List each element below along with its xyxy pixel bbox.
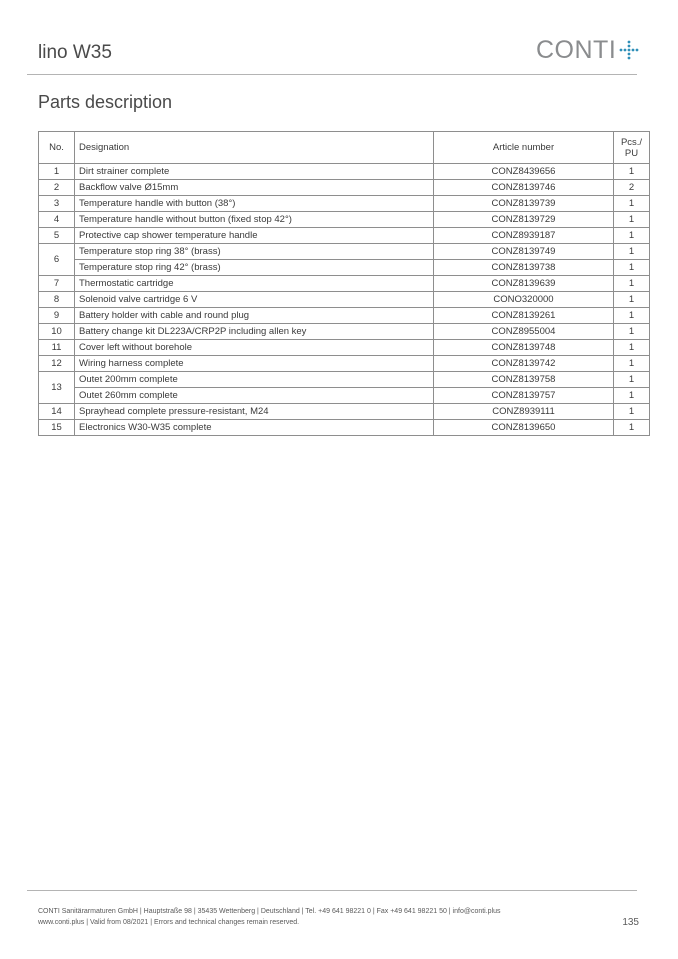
cell-no: 12 [39,356,75,372]
cell-article: CONO320000 [434,292,614,308]
header-pcs-line1: Pcs./ [620,136,643,148]
cell-pcs: 1 [614,196,650,212]
cell-article: CONZ8955004 [434,324,614,340]
cell-pcs: 1 [614,324,650,340]
page-number: 135 [622,917,639,928]
table-row [39,372,650,388]
cell-designation: Backflow valve Ø15mm [75,180,434,196]
cell-designation: Electronics W30-W35 complete [75,420,434,436]
section-title: Parts description [38,92,173,112]
cell-article: CONZ8139746 [434,180,614,196]
table-row [39,260,650,276]
cell-article: CONZ8139748 [434,340,614,356]
cell-article: CONZ8139742 [434,356,614,372]
cell-article: CONZ8139749 [434,244,614,260]
cell-no: 13 [39,372,75,404]
cell-designation: Temperature handle without button (fixed stop 42°) [75,212,434,228]
cell-designation: Outet 260mm complete [75,388,434,404]
cell-designation: Solenoid valve cartridge 6 V [75,292,434,308]
cell-pcs: 1 [614,244,650,260]
cell-pcs: 1 [614,292,650,308]
cell-no: 9 [39,308,75,324]
cell-pcs: 1 [614,260,650,276]
cell-no: 6 [39,244,75,276]
document-title: lino W35 [38,42,112,63]
cell-designation: Battery holder with cable and round plug [75,308,434,324]
header-article-number: Article number [434,132,614,164]
conti-logo [536,37,639,63]
header-pcs-line2: PU [624,147,639,159]
cell-pcs: 1 [614,372,650,388]
table-header-row [39,132,650,164]
cell-article: CONZ8139758 [434,372,614,388]
cell-pcs: 1 [614,228,650,244]
table-row [39,276,650,292]
header-divider [27,74,637,75]
cell-pcs: 1 [614,388,650,404]
cell-no: 2 [39,180,75,196]
cell-designation: Thermostatic cartridge [75,276,434,292]
cell-article: CONZ8139739 [434,196,614,212]
cell-designation: Sprayhead complete pressure-resistant, M24 [75,404,434,420]
cell-pcs: 1 [614,308,650,324]
cell-no: 3 [39,196,75,212]
brand-name: CONTI [536,35,617,64]
cell-article: CONZ8139729 [434,212,614,228]
cell-article: CONZ8939111 [434,404,614,420]
table-row [39,404,650,420]
table-row [39,164,650,180]
cell-article: CONZ8939187 [434,228,614,244]
table-row [39,228,650,244]
table-row [39,244,650,260]
header-no: No. [39,132,75,164]
table-row [39,420,650,436]
cell-article: CONZ8139650 [434,420,614,436]
footer-address-line: CONTI Sanitärarmaturen GmbH | Hauptstraße 98 | 35435 Wettenberg | Deutschland | Tel. +49 641 98221 0 | Fax +49 641 98221 50 | info@conti.plus [38,908,501,915]
table-row [39,212,650,228]
cell-no: 5 [39,228,75,244]
cell-article: CONZ8439656 [434,164,614,180]
cell-pcs: 1 [614,212,650,228]
cell-no: 14 [39,404,75,420]
cell-no: 11 [39,340,75,356]
cell-designation: Battery change kit DL223A/CRP2P including allen key [75,324,434,340]
cell-designation: Dirt strainer complete [75,164,434,180]
cell-designation: Cover left without borehole [75,340,434,356]
table-row [39,340,650,356]
cell-designation: Temperature stop ring 38° (brass) [75,244,434,260]
table-row [39,292,650,308]
cell-pcs: 1 [614,404,650,420]
cell-pcs: 1 [614,276,650,292]
table-row [39,308,650,324]
cell-no: 15 [39,420,75,436]
table-row [39,196,650,212]
cell-no: 4 [39,212,75,228]
table-row [39,324,650,340]
cell-pcs: 2 [614,180,650,196]
footer-imprint [38,906,501,928]
table-row [39,388,650,404]
cell-designation: Temperature handle with button (38°) [75,196,434,212]
cell-no: 10 [39,324,75,340]
cell-pcs: 1 [614,340,650,356]
header-pcs-pu [614,132,650,164]
cell-no: 1 [39,164,75,180]
cell-article: CONZ8139757 [434,388,614,404]
footer-divider [27,890,637,891]
table-row [39,180,650,196]
cell-article: CONZ8139639 [434,276,614,292]
header-designation: Designation [75,132,434,164]
cell-pcs: 1 [614,164,650,180]
cell-article: CONZ8139738 [434,260,614,276]
cell-no: 7 [39,276,75,292]
footer-validity-line: www.conti.plus | Valid from 08/2021 | Errors and technical changes remain reserved. [38,919,300,926]
cell-designation: Wiring harness complete [75,356,434,372]
table-row [39,356,650,372]
cell-pcs: 1 [614,356,650,372]
cell-designation: Protective cap shower temperature handle [75,228,434,244]
cross-dots-icon [619,40,639,60]
cell-pcs: 1 [614,420,650,436]
cell-article: CONZ8139261 [434,308,614,324]
cell-designation: Temperature stop ring 42° (brass) [75,260,434,276]
cell-no: 8 [39,292,75,308]
cell-designation: Outet 200mm complete [75,372,434,388]
parts-table [38,131,650,436]
